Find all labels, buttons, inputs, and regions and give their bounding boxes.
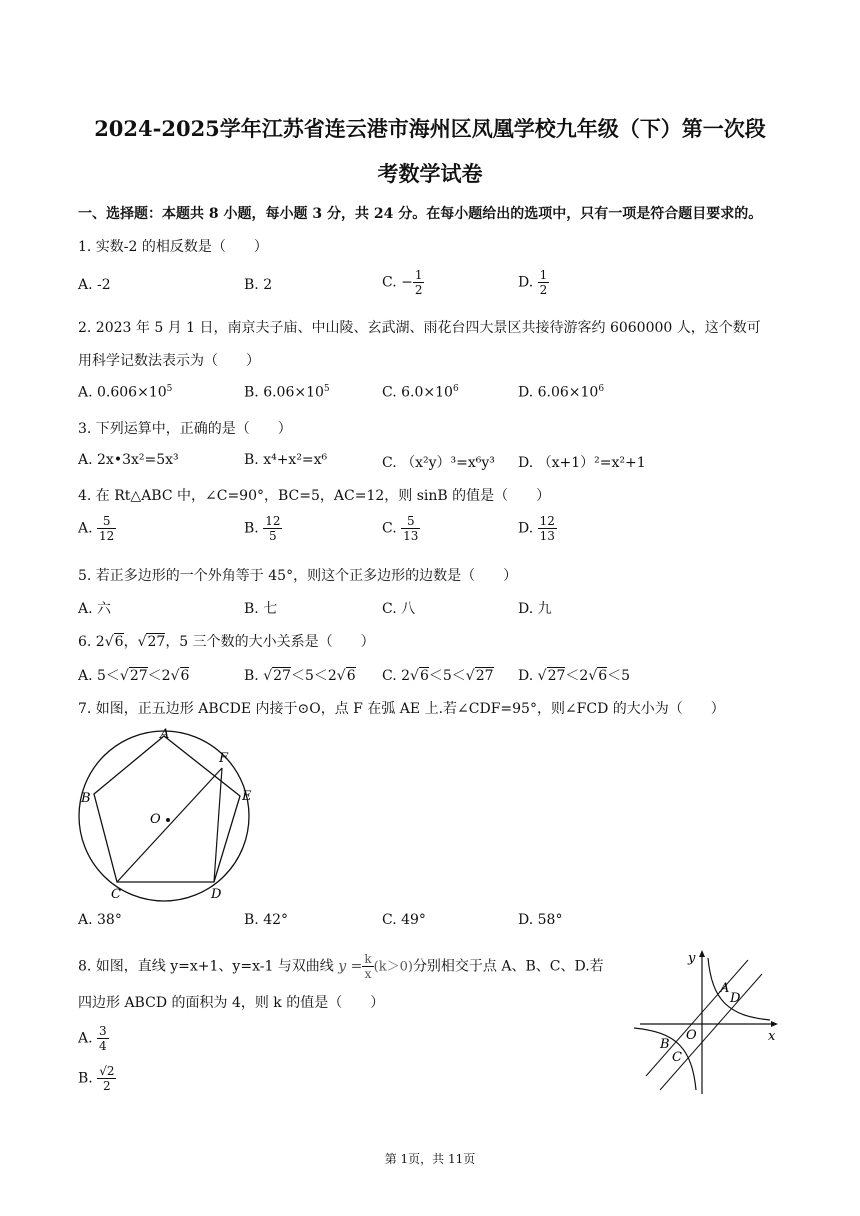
y-axis-arrow [699, 950, 705, 957]
q7-option-c: C. 49° [382, 912, 426, 928]
label-b: B [81, 791, 91, 806]
q5-option-c: C. 八 [382, 601, 416, 617]
x-axis-arrow [771, 1021, 778, 1027]
label-d: D [211, 887, 222, 902]
q1-option-a: A. -2 [78, 277, 111, 293]
q4-option-a: A. $\frac{5}{12}$ [78, 514, 115, 543]
question-8-stem-line2: 四边形 ABCD 的面积为 4，则 k 的值是（ ） [78, 995, 385, 1011]
q8-option-a: A. $\frac{3}{4}$ [78, 1024, 107, 1053]
label-f: F [219, 751, 229, 766]
center-point [166, 818, 170, 822]
hyperbola-figure [632, 940, 784, 1100]
question-7-stem: 7. 如图，正五边形 ABCDE 内接于⊙O，点 F 在弧 AE 上.若∠CDF=95°，则∠FCD 的大小为（ ） [78, 701, 725, 717]
q1-option-b: B. 2 [244, 277, 273, 293]
line-y-x-minus-1 [660, 974, 762, 1090]
q3-option-a: A. 2x•3x²=5x³ [78, 452, 179, 468]
q1-option-c: C. − $\frac{1}{2}$ [382, 268, 423, 297]
q3-option-c: C. （x²y）³=x⁶y³ [382, 455, 495, 471]
question-1-stem: 1. 实数-2 的相反数是（ ） [78, 239, 268, 255]
q6-option-c: C. 2√6＜5＜√27 [382, 668, 494, 684]
label-a: A [160, 727, 170, 742]
segment-df [214, 768, 222, 882]
label-d: D [730, 991, 741, 1006]
label-y: y [688, 951, 696, 966]
q2-option-c: C. $6.0\times 10^6$ [382, 384, 459, 401]
q5-option-d: D. 九 [518, 601, 552, 617]
q3-option-d: D. （x+1）²=x²+1 [518, 455, 646, 471]
question-3-stem: 3. 下列运算中，正确的是（ ） [78, 421, 292, 437]
q6-option-a: A. 5＜√27＜2√6 [78, 668, 190, 684]
label-e: E [242, 789, 252, 804]
q4-option-c: C. $\frac{5}{13}$ [382, 514, 419, 543]
q5-option-b: B. 七 [244, 601, 278, 617]
q2-option-b: B. $6.06\times 10^5$ [244, 384, 330, 401]
label-o: O [686, 1028, 697, 1043]
q5-option-a: A. 六 [78, 601, 112, 617]
label-o: O [150, 812, 161, 827]
question-6-stem: 6. 2√6，√27，5 三个数的大小关系是（ ） [78, 634, 375, 650]
label-b: B [660, 1037, 670, 1052]
label-c: C [672, 1050, 682, 1065]
pentagon-circle-figure [74, 724, 264, 904]
label-c: C [111, 887, 121, 902]
q8-option-b: B. $\frac{√2}{2}$ [78, 1064, 115, 1093]
q2-option-a: A. $0.606\times 10^5$ [78, 384, 173, 401]
label-a: A [720, 981, 730, 996]
q7-option-d: D. 58° [518, 912, 563, 928]
question-2-stem-line2: 用科学记数法表示为（ ） [78, 353, 260, 369]
label-x: x [768, 1029, 776, 1044]
question-8-stem-line1: 8. 如图，直线 y=x+1、y=x-1 与双曲线 y = $\frac{k}{x}$ (k＞0)分别相交于点 A、B、C、D.若 [78, 952, 604, 981]
hyperbola-branch-1 [708, 958, 770, 1020]
page-title-line2: 考数学试卷 [377, 161, 483, 186]
q6-option-b: B. √27＜5＜2√6 [244, 668, 356, 684]
question-2-stem-line1: 2. 2023 年 5 月 1 日，南京夫子庙、中山陵、玄武湖、雨花台四大景区共接待游客约 6060000 人，这个数可 [78, 320, 761, 336]
question-4-stem: 4. 在 Rt△ABC 中，∠C=90°，BC=5，AC=12，则 sinB 的值是（ ） [78, 488, 551, 504]
q2-option-d: D. $6.06\times 10^6$ [518, 384, 605, 401]
question-5-stem: 5. 若正多边形的一个外角等于 45°，则这个正多边形的边数是（ ） [78, 568, 518, 584]
line-y-x-plus-1 [646, 960, 748, 1076]
q7-option-a: A. 38° [78, 912, 122, 928]
segment-cf [117, 768, 222, 882]
q7-option-b: B. 42° [244, 912, 289, 928]
q4-option-d: D. $\frac{12}{13}$ [518, 514, 555, 543]
section-heading: 一、选择题：本题共 8 小题，每小题 3 分，共 24 分。在每小题给出的选项中，只有一项是符合题目要求的。 [78, 206, 763, 222]
q6-option-d: D. √27＜2√6＜5 [518, 668, 631, 684]
q3-option-b: B. x⁴+x²=x⁶ [244, 452, 328, 468]
page-title: 2024-2025学年江苏省连云港市海州区凤凰学校九年级（下）第一次段 [94, 116, 766, 141]
q1-option-d: D. $\frac{1}{2}$ [518, 268, 548, 297]
page-footer: 第 1页，共 11页 [384, 1152, 476, 1166]
q4-option-b: B. $\frac{12}{5}$ [244, 514, 281, 543]
